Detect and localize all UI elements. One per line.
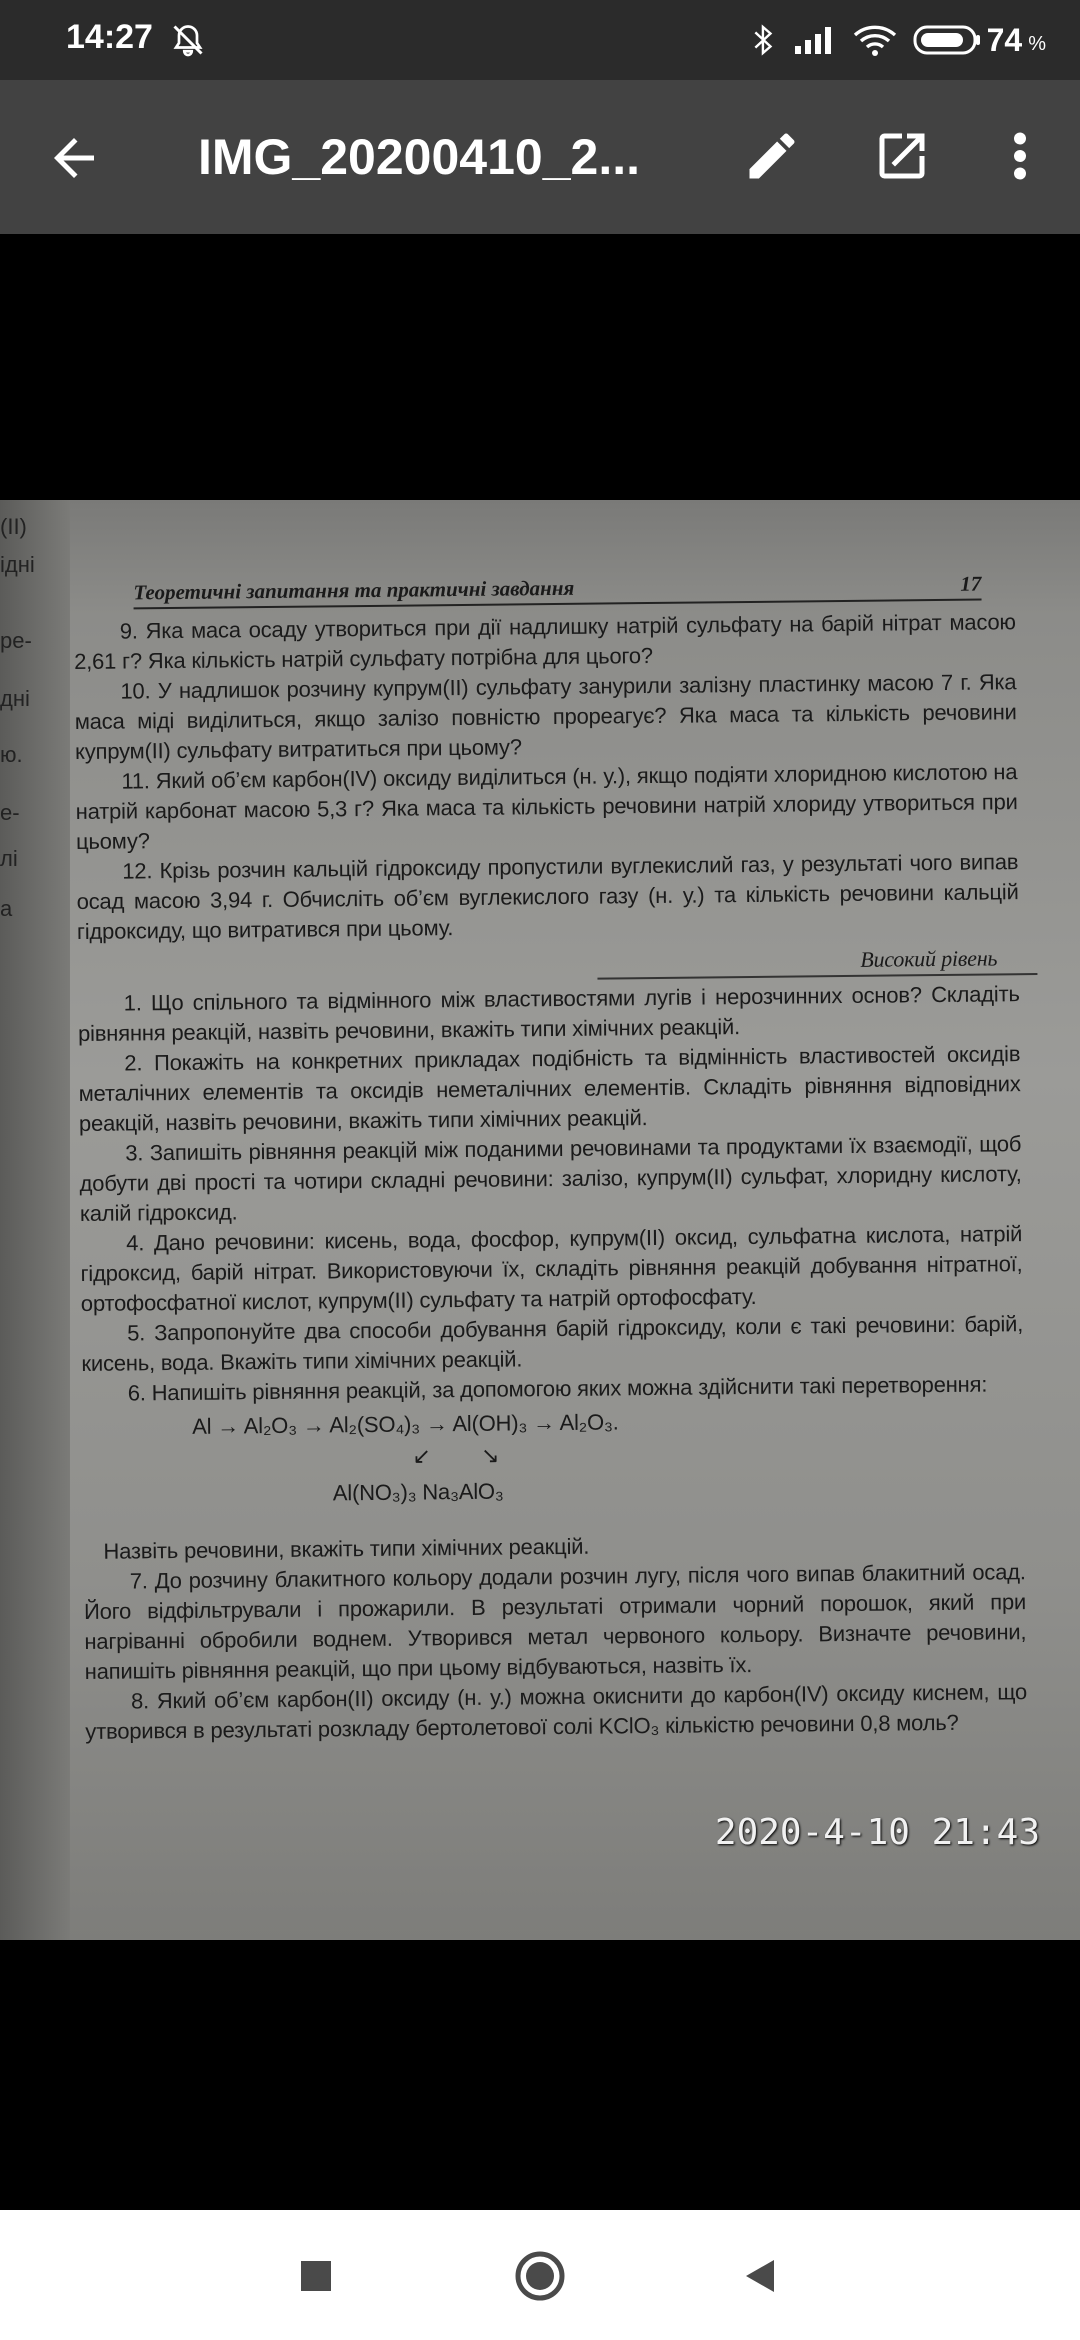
margin-fragment: (II) (0, 514, 27, 539)
task-paragraph: 11. Який об’єм карбон(IV) оксиду виділиться (н. у.), якщо подіяти хлоридною кислотою на натрій карбонат масою 5,3 г? Яка маса та кількість речовини натрій хлориду утвориться при цьому? (75, 759, 1018, 855)
back-button[interactable] (44, 128, 104, 188)
task-paragraph: 1. Що спільного та відмінного між властивостями лугів і нерозчинних основ? Складіть рівняння реакцій, назвіть речовини, вкажіть типи хімічних реакцій. (77, 981, 1020, 1047)
task-paragraph: 9. Яка маса осаду утвориться при дії надлишку натрій сульфату на барій нітрат масою 2,61 г? Яка кількість натрій сульфату потрібна для цього? (73, 609, 1016, 675)
task-paragraph: 3. Запишіть рівняння реакцій між поданими речовинами та продуктами їх взаємодії, щоб добути дві прості та чотири складні речовини: залізо, купрум(II) сульфат, хлоридну кислоту, калій гідроксид. (79, 1131, 1022, 1227)
task-paragraph: 4. Дано речовини: кисень, вода, фосфор, купрум(II) оксид, сульфатна кислота, натрій гідроксид, барій нітрат. Використовуючи їх, складіть рівняння реакцій добування нітратної, ортофосфатної кислот, купрум(II) сульфату та натрій ортофосфату. (80, 1221, 1023, 1317)
app-bar (0, 80, 1080, 234)
scheme-line-1: Al → Al₂O₃ → Al₂(SO₄)₃ → Al(OH)₃ → Al₂O₃. (192, 1409, 619, 1439)
home-button[interactable] (510, 2246, 570, 2306)
arrow-back-icon (44, 128, 104, 188)
back-nav-button[interactable] (730, 2246, 790, 2306)
more-vert-icon (1000, 126, 1040, 186)
triangle-back-icon (740, 2256, 780, 2296)
task-paragraph: 8. Який об’єм карбон(II) оксиду (н. у.) можна окиснити до карбон(IV) оксиду киснем, що утворився в результаті розкладу бертолетової солі KClO₃ кількістю речовини 0,8 моль? (85, 1679, 1028, 1744)
scheme-line-2: Al(NO₃)₃ Na₃AlO₃ (332, 1478, 504, 1506)
pencil-icon (742, 126, 802, 186)
image-viewer[interactable] (0, 234, 1080, 2210)
square-icon (299, 2259, 333, 2293)
book-page (73, 515, 1048, 1925)
bluetooth-icon (751, 22, 777, 58)
more-options-button[interactable] (1000, 126, 1040, 186)
photo (0, 500, 1080, 1940)
battery-percent: 74 (986, 21, 1023, 58)
status-bar (0, 0, 1080, 80)
margin-fragment: а (0, 896, 13, 921)
recents-button[interactable] (286, 2246, 346, 2306)
wifi-icon (853, 23, 897, 57)
margin-fragment: лі (0, 846, 18, 871)
page-number: 17 (960, 571, 982, 596)
photo-timestamp: 2020-4-10 21:43 (714, 1812, 1040, 1853)
task-paragraph: 6. Напишіть рівняння реакцій, за допомогою яких можна здійснити такі перетворення: (127, 1371, 988, 1406)
circle-icon (513, 2249, 567, 2303)
task-paragraph: 7. До розчину блакитного кольору додали розчин лугу, після чого випав блакитний осад. Його відфільтрували і прожарили. В результаті отримали чорний порошок, який при нагріванні обробили воднем. Утворився метал червоного кольору. Визначте речовини, напишіть рівняння реакцій, що при цьому відбуваються, назвіть їх. (83, 1559, 1027, 1685)
page-body (74, 607, 1046, 1747)
mute-icon (170, 22, 206, 58)
edit-button[interactable] (742, 126, 802, 186)
task-paragraph: 10. У надлишок розчину купрум(II) сульфату занурили залізну пластинку масою 7 г. Яка маса міді виділиться, якщо залізо повністю прореагує? Яка маса та кількість речовини купрум(II) сульфату витратиться при цьому? (74, 669, 1017, 765)
status-time: 14:27 (66, 18, 153, 56)
page-header (133, 572, 981, 610)
battery-indicator (913, 22, 1046, 59)
battery-percent-sign: % (1028, 32, 1046, 55)
open-with-button[interactable] (872, 126, 932, 186)
battery-icon (913, 24, 981, 56)
scheme-arrows: ↙ ↘ (412, 1442, 522, 1469)
left-page-edge (0, 500, 70, 1940)
margin-fragment: ре- (0, 628, 32, 653)
task-paragraph: 5. Запропонуйте два способи добування барій гідроксиду, коли є такі речовини: барій, кисень, вода. Вкажіть типи хімічних реакцій. (81, 1311, 1024, 1377)
margin-fragment: дні (0, 686, 30, 711)
margin-fragment: ідні (0, 552, 35, 577)
signal-icon (793, 24, 837, 56)
task-paragraph: 2. Покажіть на конкретних прикладах подібність та відмінність властивостей оксидів металічних елементів та оксидів неметалічних елементів. Складіть рівняння відповідних реакцій, назвіть речовини, вкажіть типи хімічних реакцій. (78, 1041, 1021, 1137)
margin-fragment: е- (0, 800, 20, 825)
task-paragraph: Назвіть речовини, вкажіть типи хімічних реакцій. (103, 1533, 590, 1564)
header-title: Теоретичні запитання та практичні завдання (133, 575, 575, 605)
reaction-scheme (82, 1399, 1043, 1537)
navigation-bar (0, 2210, 1080, 2340)
open-external-icon (872, 126, 932, 186)
file-title: IMG_20200410_2... (198, 129, 640, 185)
margin-fragment: ю. (0, 742, 23, 767)
task-paragraph: 12. Крізь розчин кальцій гідроксиду пропустили вуглекислий газ, у результаті чого випав осад масою 3,94 г. Обчисліть об’єм вуглекислого газу (н. у.) та кількість речовини кальцій гідроксиду, що витратився при цьому. (76, 849, 1019, 945)
section-title: Високий рівень (597, 943, 1037, 980)
